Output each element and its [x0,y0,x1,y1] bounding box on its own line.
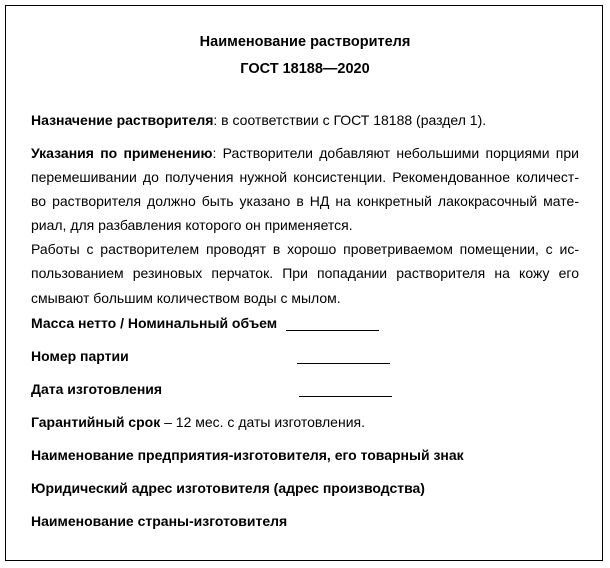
purpose-label: Назначение растворителя [31,112,214,128]
batch-number-blank [297,363,390,364]
warranty-text: – 12 мес. с даты изготовления. [160,414,365,430]
instructions-line-5: Работы с растворителем проводят в хорошо проветриваемом помещении, с ис- [31,241,579,257]
manufacture-date-label: Дата изготовления [31,381,163,397]
manufacturer-label: Наименование предприятия-изготовителя, его товарный знак [31,447,464,463]
instructions-line-4: риал, для разбавления которого он применяется. [31,217,353,233]
legal-address-label: Юридический адрес изготовителя (адрес производства) [31,480,425,496]
label-frame [5,5,603,561]
instructions-line-2: перемешивании до получения нужной консистенции. Рекомендованное количест- [31,169,579,185]
net-mass-label: Масса нетто / Номинальный объем [31,315,278,331]
purpose-text: : в соответствии с ГОСТ 18188 (раздел 1). [213,112,487,128]
gost-standard: ГОСТ 18188—2020 [240,61,370,77]
batch-number-label: Номер партии [31,348,129,364]
instructions-line-1 [31,145,579,161]
purpose-line [31,112,486,128]
net-mass-blank [286,330,379,331]
instructions-line-3: во растворителя должно быть указано в НД на конкретный лакокрасочный мате- [31,193,579,209]
manufacture-date-blank [299,396,392,397]
solvent-name-title: Наименование растворителя [199,34,411,50]
warranty-label: Гарантийный срок [31,414,161,430]
instructions-line-6: пользованием резиновых перчаток. При попадании растворителя на кожу его [31,265,579,281]
warranty-line [31,414,365,430]
instructions-line-7: смывают большим количеством воды с мылом. [31,290,341,306]
instructions-text-1: : Растворители добавляют небольшими порциями при [212,145,579,161]
country-label: Наименование страны-изготовителя [31,513,288,529]
instructions-label: Указания по применению [31,145,213,161]
